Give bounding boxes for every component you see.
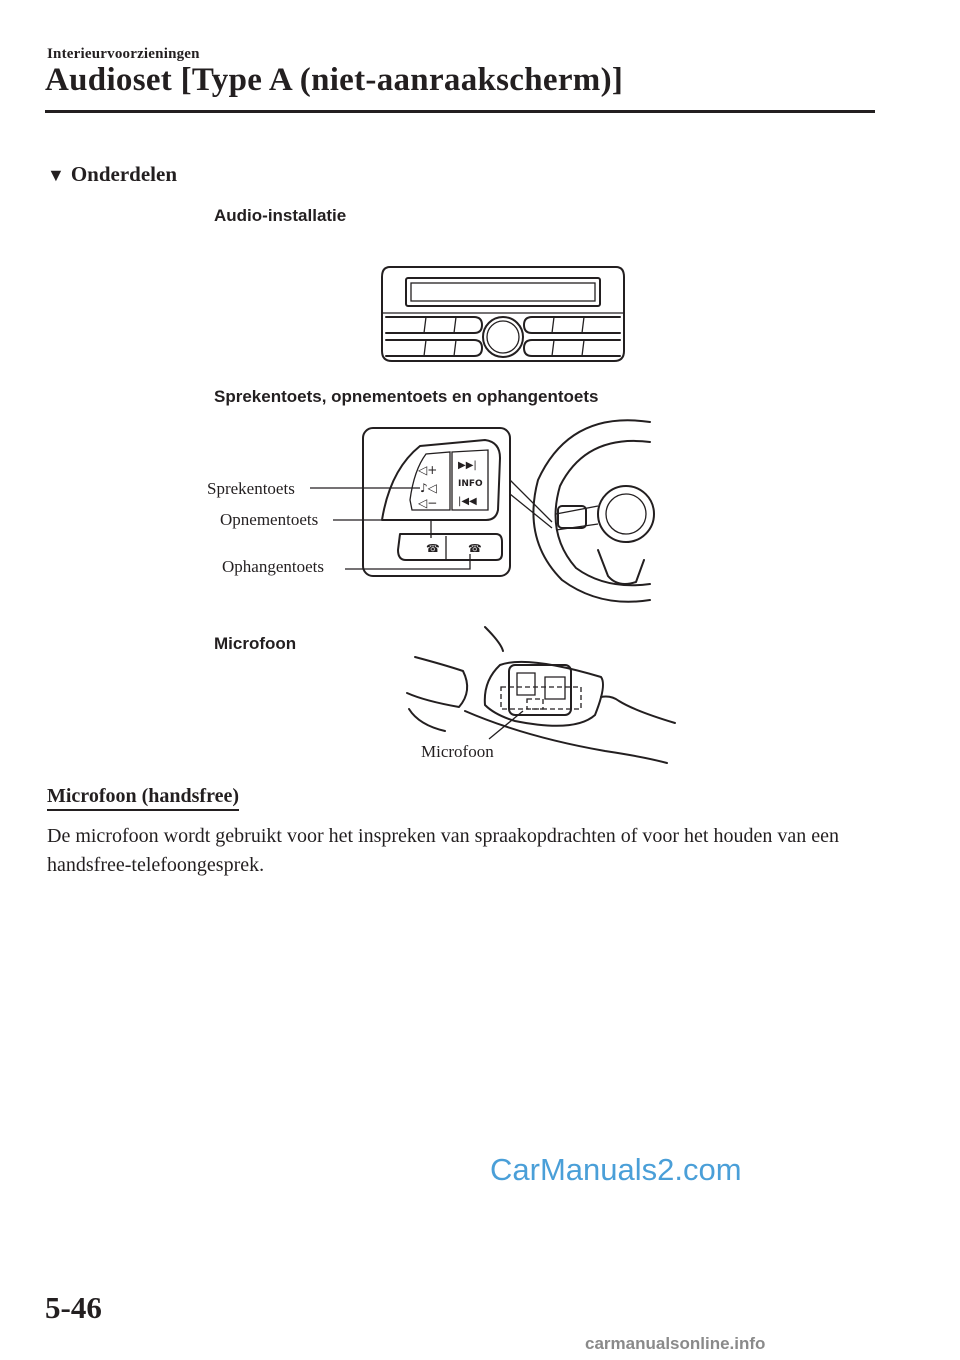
audio-figure-label: Audio-installatie <box>214 206 347 225</box>
watermark-text: CarManuals2.com <box>490 1152 742 1187</box>
svg-text:▶▶|: ▶▶| <box>458 460 477 471</box>
callout-pickup-button: Opnementoets <box>220 510 319 529</box>
svg-text:♪◁: ♪◁ <box>420 481 437 495</box>
svg-text:◁+: ◁+ <box>418 463 438 477</box>
section-label: Interieurvoorzieningen <box>47 46 200 62</box>
svg-text:◁−: ◁− <box>418 496 438 510</box>
callout-microphone: Microfoon <box>421 742 494 761</box>
paragraph-body: De microfoon wordt gebruikt voor het inspreken van spraakopdrachten of voor het houden van een handsfree-telefoongesprek. <box>47 825 839 876</box>
audio-unit-illustration <box>378 263 628 365</box>
title-rule <box>45 110 875 113</box>
svg-text:INFO: INFO <box>458 479 483 489</box>
subheading-text: Onderdelen <box>70 162 177 186</box>
svg-text:☎: ☎ <box>426 542 440 555</box>
steering-switch-illustration <box>300 410 655 608</box>
subheading <box>47 162 177 187</box>
microphone-figure-label: Microfoon <box>214 634 297 653</box>
callout-talk-button: Sprekentoets <box>207 479 295 498</box>
page-number: 5-46 <box>45 1290 102 1325</box>
svg-text:|◀◀: |◀◀ <box>458 496 477 507</box>
svg-text:☎: ☎ <box>468 542 482 555</box>
triangle-marker-icon: ▼ <box>47 165 65 185</box>
footer-watermark: carmanualsonline.info <box>585 1334 766 1353</box>
steering-figure-label: Sprekentoets, opnementoets en ophangentoets <box>214 387 599 406</box>
page-title: Audioset [Type A (niet-aanraakscherm)] <box>45 62 624 98</box>
callout-hangup-button: Ophangentoets <box>222 557 324 576</box>
paragraph-heading: Microfoon (handsfree) <box>47 785 239 811</box>
